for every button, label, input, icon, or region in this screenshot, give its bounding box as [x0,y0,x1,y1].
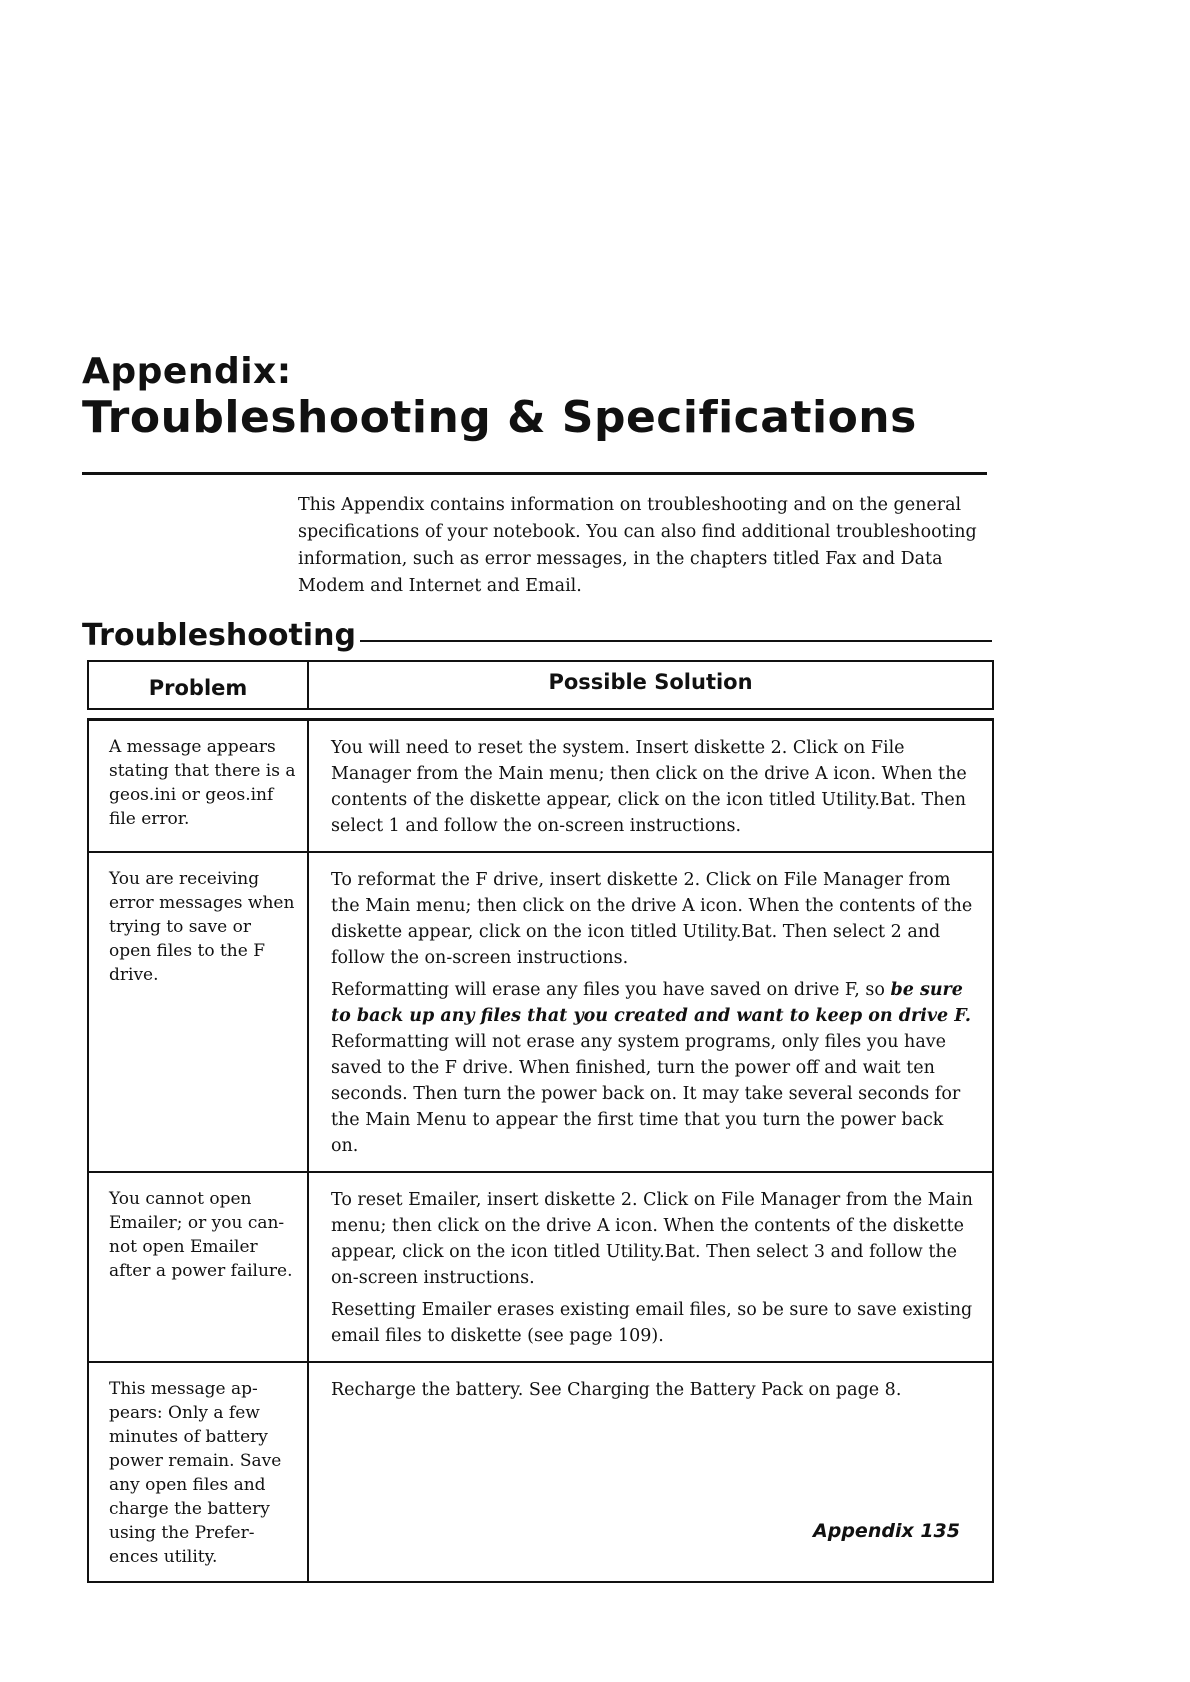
header-solution: Possible Solution [548,670,753,694]
solution-text: To reset Emailer, insert diskette 2. Click on File Manager from the Main menu; then click on the drive A icon. When the contents of the diskette appear, click on the icon titled Utility.Bat. Then select 3 and follow the on-screen instructions. [331,1190,973,1288]
problem-cell: A message appears stating that there is a geos.ini or geos.inf file error. [89,721,309,851]
solution-cell [309,1173,992,1361]
header-problem: Problem [89,662,309,708]
intro-paragraph: This Appendix contains information on troubleshooting and on the general specifications of your notebook. You can also find additional troubleshooting information, such as error messages, in the chapters titled Fax and Data Modem and Internet and Email. [298,495,977,596]
table-row [87,851,994,1173]
table-row [87,1171,994,1363]
solution-text: You will need to reset the system. Insert diskette 2. Click on File Manager from the Main menu; then click on the drive A icon. When the contents of the diskette appear, click on the icon titled Utility.Bat. Then select 1 and follow the on-screen instructions. [331,738,967,836]
warning-rest: Reformatting will not erase any system programs, only files you have saved to the F drive. When finished, turn the power off and wait ten seconds. Then turn the power back on. It may take several seconds for the Main Menu to appear the first time that you turn the power back on. [331,1032,961,1156]
title-main: Troubleshooting & Specifications [82,392,917,443]
solution-text-warning [331,977,974,1159]
table-row [87,1361,994,1583]
section-rule [360,640,992,642]
page-title [82,352,917,444]
problem-cell: You cannot open Emailer; or you can- not open Emailer after a power failure. [89,1173,309,1361]
page-footer: Appendix 135 [813,1520,960,1542]
table-header-row [87,660,994,710]
troubleshooting-table [87,660,994,1583]
solution-cell [309,1363,992,1581]
warning-emphasis: be sure to back up any files that you created and want to keep on drive F. [331,980,972,1026]
section-title: Troubleshooting [82,618,356,653]
solution-text: To reformat the F drive, insert diskette 2. Click on File Manager from the Main menu; then click on the drive A icon. When the contents of the diskette appear, click on the icon titled Utility.Bat. Then select 2 and follow the on-screen instructions. [331,870,973,968]
solution-cell [309,721,992,851]
title-divider [82,472,987,475]
solution-cell [309,853,992,1171]
table-row [87,718,994,853]
warning-lead: Reformatting will erase any files you have saved on drive F, so [331,980,891,1000]
problem-cell: You are receiving error messages when trying to save or open files to the F drive. [89,853,309,1171]
solution-text: Recharge the battery. See Charging the Battery Pack on page 8. [331,1380,902,1400]
section-heading [82,618,992,654]
solution-text-note: Resetting Emailer erases existing email files, so be sure to save existing email files to diskette (see page 109). [331,1300,973,1346]
title-appendix: Appendix: [82,351,292,392]
problem-cell: This message ap- pears: Only a few minutes of battery power remain. Save any open files and charge the battery using the Prefer- ences utility. [89,1363,309,1581]
